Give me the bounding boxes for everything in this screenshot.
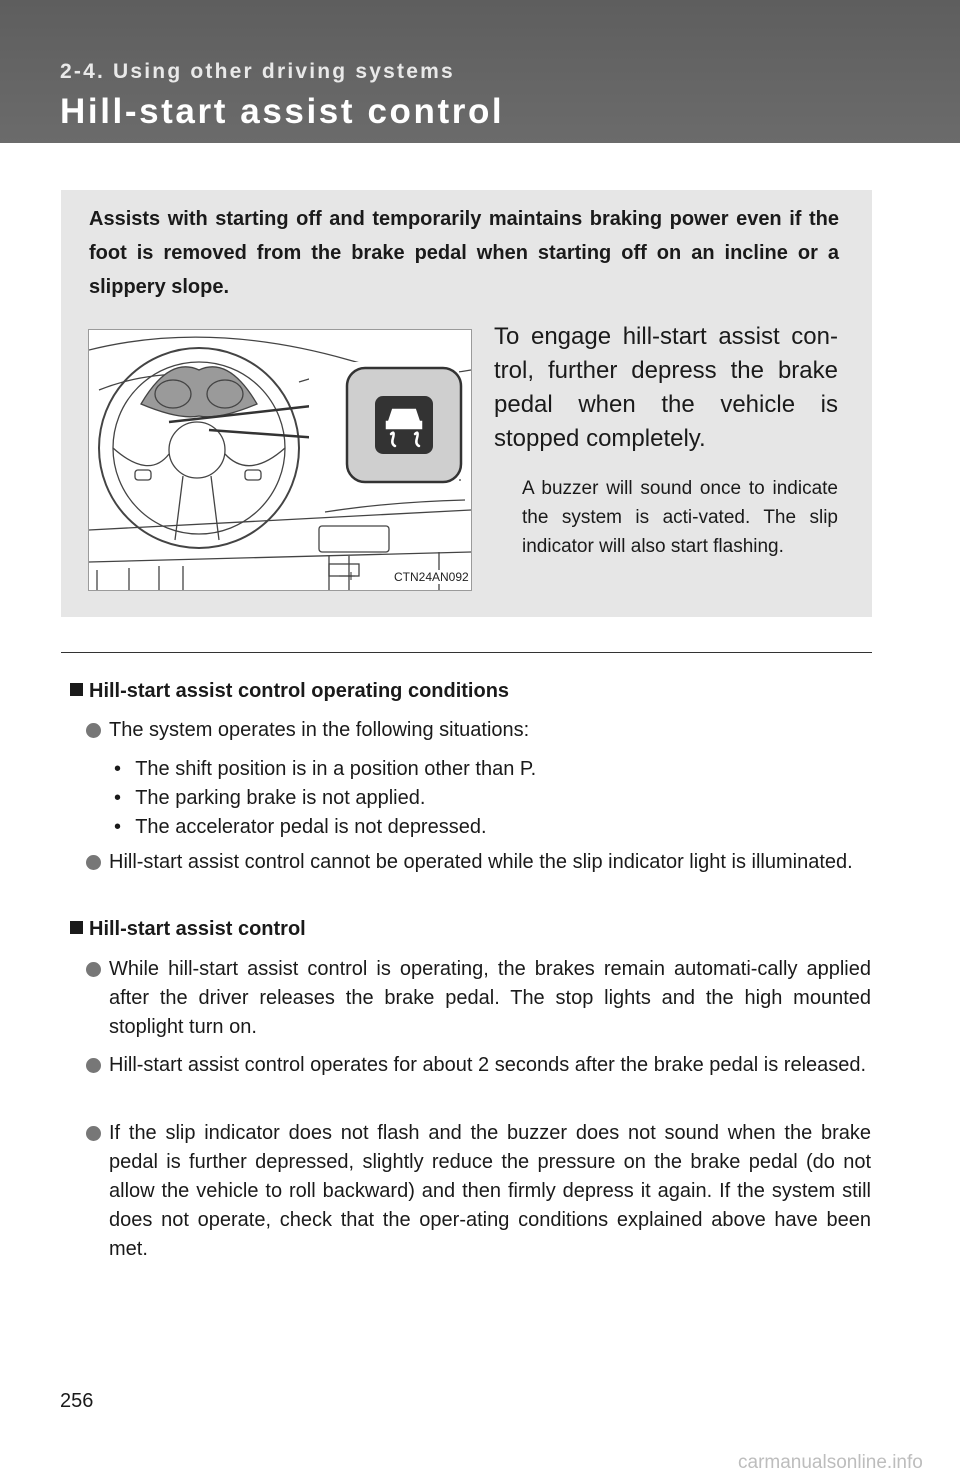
divider <box>61 652 872 653</box>
intro-text: Assists with starting off and temporarily maintains braking power even if the foot is removed from the brake pedal when starting off on an incline or a slippery slope. <box>89 208 839 298</box>
square-bullet-icon <box>70 683 83 696</box>
header-bar <box>0 0 960 143</box>
list-item: While hill-start assist control is operating, the brakes remain automati-cally applied after the driver releases the brake pedal. The stop lights and the high mounted stoplight turn on. <box>86 955 871 1042</box>
circle-bullet-icon <box>86 723 101 738</box>
page-title: Hill-start assist control <box>60 92 505 131</box>
sub-list-item: • The shift position is in a position other than P. <box>114 758 537 780</box>
list-item: The system operates in the following situations: <box>86 716 871 745</box>
dashboard-drawing <box>89 330 471 590</box>
circle-bullet-icon <box>86 1126 101 1141</box>
list-item: If the slip indicator does not flash and the buzzer does not sound when the brake pedal is further depressed, slightly reduce the pressure on the brake pedal (do not allow the vehicle to roll backward) and then firmly depress it again. If the system still does not operate, check that the oper-ating conditions explained above have been met. <box>86 1119 871 1264</box>
list-item: Hill-start assist control cannot be operated while the slip indicator light is illuminated. <box>86 848 871 877</box>
circle-bullet-icon <box>86 962 101 977</box>
sub-list-item: • The parking brake is not applied. <box>114 787 426 809</box>
page-number: 256 <box>60 1390 94 1412</box>
section-label: 2-4. Using other driving systems <box>60 60 455 83</box>
heading-hill-start-control: Hill-start assist control <box>70 918 306 941</box>
dashboard-illustration <box>88 329 472 591</box>
summary-box <box>61 190 872 617</box>
list-item: Hill-start assist control operates for about 2 seconds after the brake pedal is released. <box>86 1051 871 1080</box>
engage-instruction: To engage hill-start assist con-trol, further depress the brake pedal when the vehicle is stopped completely. <box>494 323 838 452</box>
circle-bullet-icon <box>86 855 101 870</box>
circle-bullet-icon <box>86 1058 101 1073</box>
square-bullet-icon <box>70 921 83 934</box>
buzzer-note: A buzzer will sound once to indicate the system is acti-vated. The slip indicator will also start flashing. <box>522 478 838 557</box>
sub-list-item: • The accelerator pedal is not depressed. <box>114 816 487 838</box>
watermark: carmanualsonline.info <box>738 1452 923 1473</box>
heading-operating-conditions: Hill-start assist control operating conditions <box>70 680 509 703</box>
figure-code: CTN24AN092 <box>394 570 469 584</box>
